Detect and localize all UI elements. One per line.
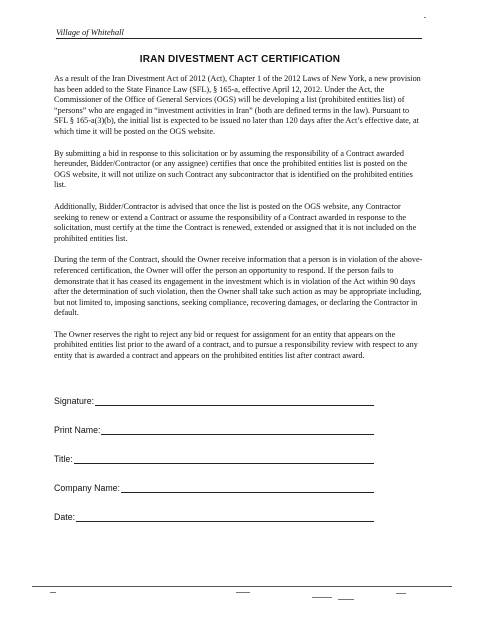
scan-speck xyxy=(424,17,426,18)
title-label: Title: xyxy=(54,454,73,464)
scan-speck xyxy=(236,592,250,593)
print-name-label: Print Name: xyxy=(54,425,101,435)
signature-block xyxy=(54,393,374,538)
company-name-line[interactable] xyxy=(121,482,374,493)
footer-rule xyxy=(32,586,452,587)
paragraph-renewal-notice: Additionally, Bidder/Contractor is advised that once the list is posted on the OGS website, any Contractor seeking to renew or extend a Contract or assume the responsibility of a Contract awarded in response to the solicitation, must certify at the time the Contract is renewed, extended or assigned that it is not included on the prohibited entities list. xyxy=(54,201,417,243)
paragraph-act-background: As a result of the Iran Divestment Act of 2012 (Act), Chapter 1 of the 2012 Laws of New York, a new provision has been added to the State Finance Law (SFL), § 165-a, effective April 12, 2012. Under the Act, the Commissioner of the Office of General Services (OGS) will be developing a list (prohibited entities list) of “persons” who are engaged in “investment activities in Iran” (both are defined terms in the law). Pursuant to SFL § 165-a(3)(b), the initial list is expected to be issued no later than 120 days after the Act’s effective date, at which time it will be posted on the OGS website. xyxy=(54,74,421,136)
paragraph-violation-terms: During the term of the Contract, should the Owner receive information that a person is in violation of the above-referenced certification, the Owner will offer the person an opportunity to respond. If the person fails to demonstrate that it has ceased its engagement in the investment which is in violation of the Act within 90 days after the determination of such violation, then the Owner shall take such action as may be appropriate including, but not limited to, imposing sanctions, seeking compliance, recovering damages, or declaring the Contractor in default. xyxy=(54,255,423,318)
paragraph-bidder-certification: By submitting a bid in response to this solicitation or by assuming the responsibility of a Contract awarded hereunder, Bidder/Contractor (or any assignee) certifies that once the prohibited entities list is posted on the OGS website, it will not utilize on such Contract any subcontractor that is identified on the prohibited entities list. xyxy=(54,148,413,190)
print-name-line[interactable] xyxy=(101,424,374,435)
document-body xyxy=(54,74,424,373)
signature-row xyxy=(54,393,374,406)
scan-speck xyxy=(338,599,354,600)
header-rule xyxy=(56,24,422,39)
scan-speck xyxy=(312,597,332,598)
date-row xyxy=(54,509,374,522)
scan-speck xyxy=(50,592,56,593)
title-line[interactable] xyxy=(74,453,374,464)
title-row xyxy=(54,451,374,464)
company-name-label: Company Name: xyxy=(54,483,121,493)
signature-line[interactable] xyxy=(95,395,374,406)
company-name-row xyxy=(54,480,374,493)
document-title: IRAN DIVESTMENT ACT CERTIFICATION xyxy=(139,54,341,65)
date-label: Date: xyxy=(54,512,76,522)
date-line[interactable] xyxy=(76,511,374,522)
signature-label: Signature: xyxy=(54,396,95,406)
header-village-name: Village of Whitehall xyxy=(56,27,124,37)
scan-speck xyxy=(396,593,406,594)
print-name-row xyxy=(54,422,374,435)
paragraph-owner-rights: The Owner reserves the right to reject any bid or request for assignment for an entity that appears on the prohibited entities list prior to the award of a contract, and to pursue a responsibility review with respect to any entity that is awarded a contract and appears on the prohibited entities list after contract award. xyxy=(54,329,418,361)
